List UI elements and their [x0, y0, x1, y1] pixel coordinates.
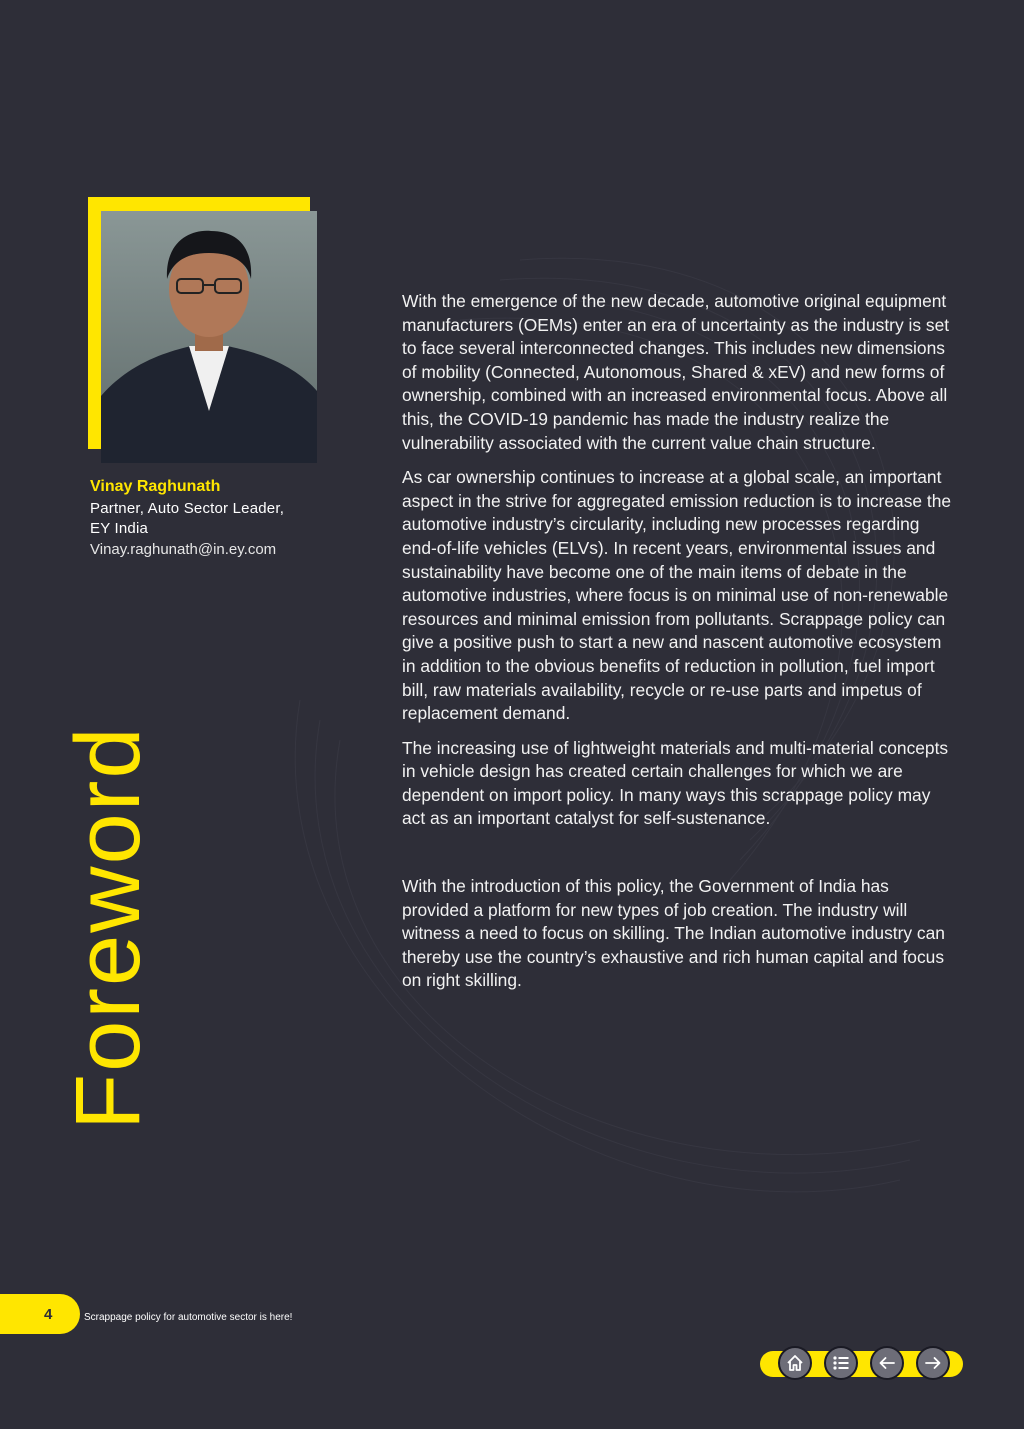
author-role: Partner, Auto Sector Leader,	[90, 500, 285, 517]
foreword-body	[402, 290, 954, 1004]
section-title: Foreword	[57, 725, 159, 1130]
arrow-left-icon	[877, 1353, 897, 1373]
paragraph: As car ownership continues to increase at a global scale, an important aspect in the strive for aggregated emission reduction is to increase the automotive industry’s circularity, including new processes regarding end-of-life vehicles (ELVs). In recent years, environmental issues and sustainability have become one of the main items of debate in the automotive industries, where focus is on minimal use of non-renewable resources and minimal emission from pollutants. Scrappage policy can give a positive push to start a new and nascent automotive ecosystem in addition to the obvious benefits of reduction in pollution, fuel import bill, raw materials availability, recycle or re-use parts and impetus of replacement demand.	[402, 467, 952, 724]
list-icon	[831, 1353, 851, 1373]
page-number: 4	[44, 1306, 53, 1323]
photo-frame-accent-top	[88, 197, 310, 211]
photo-frame-accent-left	[88, 197, 101, 449]
previous-page-button[interactable]	[870, 1346, 904, 1380]
home-icon	[785, 1353, 805, 1373]
paragraph: With the emergence of the new decade, automotive original equipment manufacturers (OEMs) enter an era of uncertainty as the industry is set to face several interconnected changes. This includes new dimensions of mobility (Connected, Autonomous, Shared & xEV) and new forms of ownership, combined with an increased environmental focus. Above all this, the COVID-19 pandemic has made the industry realize the vulnerability associated with the current value chain structure.	[402, 291, 950, 453]
author-organization: EY India	[90, 520, 149, 537]
paragraph: The increasing use of lightweight materials and multi-material concepts in vehicle design has created certain challenges for which we are dependent on import policy. In many ways this scrappage policy may act as an important catalyst for self-sustenance.	[402, 737, 949, 829]
contents-button[interactable]	[824, 1346, 858, 1380]
page-number-tab	[0, 1294, 80, 1334]
page-navigation	[760, 1346, 963, 1382]
paragraph: With the introduction of this policy, the Government of India has provided a platform for new types of job creation. The industry will witness a need to focus on skilling. The Indian automotive industry can thereby use the country’s exhaustive and rich human capital and focus on right skilling.	[402, 876, 945, 991]
author-name: Vinay Raghunath	[90, 478, 221, 495]
author-block	[90, 478, 370, 560]
arrow-right-icon	[923, 1353, 943, 1373]
author-portrait	[101, 211, 317, 463]
footer-title: Scrappage policy for automotive sector is here!	[84, 1312, 293, 1323]
next-page-button[interactable]	[916, 1346, 950, 1380]
home-button[interactable]	[778, 1346, 812, 1380]
author-email[interactable]: Vinay.raghunath@in.ey.com	[90, 541, 277, 558]
